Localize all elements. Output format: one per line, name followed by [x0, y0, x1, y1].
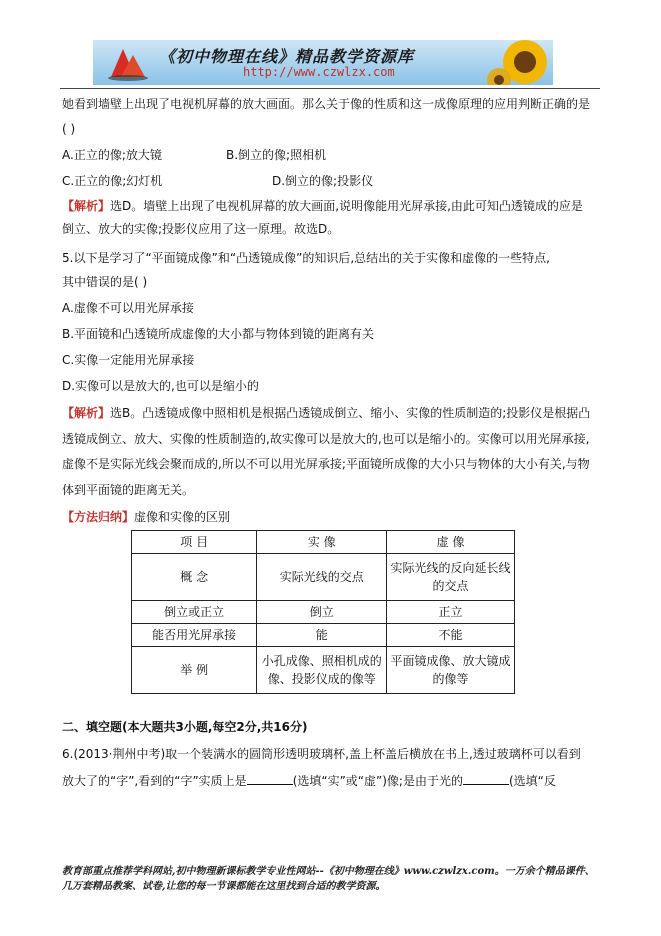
- q4-continuation: 她看到墙壁上出现了电视机屏幕的放大画面。那么关于像的性质和这一成像原理的应用判断正确的是: [62, 97, 591, 111]
- table-header-cell: 虚 像: [387, 531, 515, 554]
- site-url[interactable]: http://www.czwlzx.com: [243, 65, 395, 79]
- method-text: 虚像和实像的区别: [134, 510, 231, 524]
- table-cell: 能: [257, 624, 387, 647]
- table-header-row: [132, 531, 515, 554]
- table-header-cell: 实 像: [257, 531, 387, 554]
- method-summary: [62, 509, 230, 525]
- table-cell: 平面镜成像、放大镜成的像等: [387, 647, 515, 694]
- q4-option-a: A.正立的像;放大镜: [62, 148, 162, 162]
- q5-option-c: C.实像一定能用光屏承接: [62, 353, 195, 367]
- table-cell: 不能: [387, 624, 515, 647]
- footer-line-2: 几万套精品教案、试卷,让您的每一节课都能在这里找到合适的教学资源。: [62, 881, 386, 892]
- table-row: [132, 624, 515, 647]
- q4-analysis-line-2: 倒立、放大的实像;投影仪应用了这一原理。故选D。: [62, 222, 340, 236]
- header-banner: [93, 40, 553, 85]
- table-cell: 实际光线的反向延长线的交点: [387, 554, 515, 601]
- q5-stem-line-1: 5.以下是学习了“平面镜成像”和“凸透镜成像”的知识后,总结出的关于实像和虚像的一些特点,: [62, 251, 550, 265]
- q6-stem-line-1: 6.(2013·荆州中考)取一个装满水的圆筒形透明玻璃杯,盖上杯盖后横放在书上,透过玻璃杯可以看到: [62, 747, 581, 761]
- q5-analysis-line-1: [62, 405, 590, 421]
- q5-option-a: A.虚像不可以用光屏承接: [62, 301, 194, 315]
- table-cell: 小孔成像、照相机成的像、投影仪成的像等: [257, 647, 387, 694]
- q4-analysis-text: 选D。墙壁上出现了电视机屏幕的放大画面,说明像能用光屏承接,由此可知凸透镜成的应是: [110, 199, 583, 213]
- sunflower-icon: [479, 40, 553, 85]
- q4-option-d: D.倒立的像;投影仪: [272, 174, 374, 188]
- q5-analysis-line-3: 虚像不是实际光线会聚而成的,所以不可以用光屏承接;平面镜所成像的大小只与物体的大小有关,与物: [62, 457, 590, 471]
- fill-blank-1[interactable]: [247, 772, 293, 785]
- page-footer: [62, 864, 595, 894]
- table-cell: 概 念: [132, 554, 257, 601]
- method-tag: 【方法归纳】: [62, 510, 135, 524]
- table-row: [132, 554, 515, 601]
- q5-analysis-line-2: 透镜成倒立、放大、实像的性质制造的,故实像可以是放大的,也可以是缩小的。实像可以用光屏承接,: [62, 432, 590, 446]
- fill-blank-2[interactable]: [463, 772, 509, 785]
- q4-option-c: C.正立的像;幻灯机: [62, 174, 163, 188]
- table-cell: 倒立: [257, 601, 387, 624]
- q4-answer-paren: ( ): [62, 122, 76, 136]
- table-cell: 举 例: [132, 647, 257, 694]
- table-row: [132, 601, 515, 624]
- q5-analysis-line-4: 体到平面镜的距离无关。: [62, 483, 195, 497]
- section-heading: 二、填空题(本大题共3小题,每空2分,共16分): [62, 720, 308, 734]
- q5-option-b: B.平面镜和凸透镜所成虚像的大小都与物体到镜的距离有关: [62, 327, 375, 341]
- q6-text-c: (选填“反: [508, 774, 556, 788]
- image-comparison-table: [131, 530, 515, 694]
- table-cell: 正立: [387, 601, 515, 624]
- analysis-tag: 【解析】: [62, 199, 111, 213]
- analysis-tag: 【解析】: [62, 406, 111, 420]
- q5-option-d: D.实像可以是放大的,也可以是缩小的: [62, 379, 259, 393]
- q5-analysis-text: 选B。凸透镜成像中照相机是根据凸透镜成倒立、缩小、实像的性质制造的;投影仪是根据凸: [110, 406, 591, 420]
- table-cell: 实际光线的交点: [257, 554, 387, 601]
- q6-stem-line-2: [62, 772, 556, 789]
- site-title: 《初中物理在线》精品教学资源库: [159, 47, 415, 66]
- q4-analysis-line-1: [62, 198, 583, 214]
- q6-text-a: 放大了的“字”,看到的“字”实质上是: [62, 774, 247, 788]
- table-header-cell: 项 目: [132, 531, 257, 554]
- q6-text-b: (选填“实”或“虚”)像;是由于光的: [292, 774, 463, 788]
- table-row: [132, 647, 515, 694]
- footer-line-1: 教育部重点推荐学科网站,初中物理新课标教学专业性网站--《初中物理在线》www.czwlzx.com。一万余个精品课件、: [62, 866, 595, 877]
- q5-stem-line-2: 其中错误的是( ): [62, 275, 148, 289]
- table-cell: 能否用光屏承接: [132, 624, 257, 647]
- header-rule: [60, 88, 600, 89]
- q4-option-b: B.倒立的像;照相机: [226, 148, 327, 162]
- site-logo-icon: [103, 43, 153, 83]
- table-cell: 倒立或正立: [132, 601, 257, 624]
